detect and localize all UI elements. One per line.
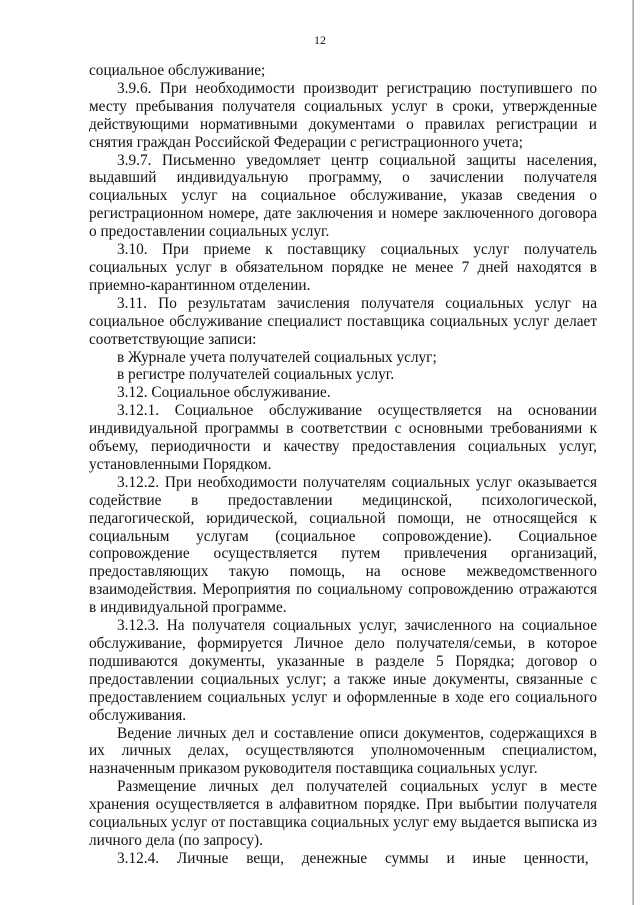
paragraph-3-12-2: 3.12.2. При необходимости получателям социальных услуг оказывается содействие в предоставлении медицинской, психологической, педагогической, юридической, социальной помощи, не относящейся к социальным услугам (социальное сопровождение). Социальное сопровождение осуществляется путем привлечения организаций, предоставляющих такую помощь, на основе межведомственного взаимодействия. Мероприятия по социальному сопровождению отражаются в индивидуальной программе. bbox=[89, 473, 597, 617]
paragraph-3-12-1: 3.12.1. Социальное обслуживание осуществляется на основании индивидуальной программы в соответствии с основными требованиями к объему, периодичности и качеству предоставления социальных услуг, установленными Порядком. bbox=[89, 402, 597, 473]
paragraph-0: социальное обслуживание; bbox=[89, 62, 266, 79]
paragraph-3-12: 3.12. Социальное обслуживание. bbox=[117, 384, 331, 402]
page-number: 12 bbox=[314, 33, 326, 47]
paragraph-personal-files: Ведение личных дел и составление описи документов, содержащихся в их личных делах, осуществляются уполномоченным специалистом, назначенным приказом руководителя поставщика социальных услуг. bbox=[89, 724, 597, 778]
paragraph-3-9-6: 3.9.6. При необходимости производит регистрацию поступившего по месту пребывания получателя социальных услуг в сроки, утвержденные действующими нормативными документами о правилах регистрации и снятия граждан Российской Федерации с регистрационного учета; bbox=[89, 79, 597, 151]
list-item-register: в регистре получателей социальных услуг. bbox=[117, 366, 395, 384]
paragraph-3-9-7: 3.9.7. Письменно уведомляет центр социальной защиты населения, выдавший индивидуальную программу, о зачислении получателя социальных услуг на социальное обслуживание, указав сведения о регистрационном номере, дате заключения и номере заключенного договора о предоставлении социальных услуг. bbox=[89, 151, 597, 241]
list-item-journal: в Журнале учета получателей социальных услуг; bbox=[117, 348, 437, 366]
paragraph-3-12-4: 3.12.4. Личные вещи, денежные суммы и иные ценности, bbox=[117, 849, 589, 867]
paragraph-file-storage: Размещение личных дел получателей социальных услуг в месте хранения осуществляется в алфавитном порядке. При выбытии получателя социальных услуг от поставщика социальных услуг ему выдается выписка из личного дела (по запросу). bbox=[89, 778, 597, 849]
page-edge bbox=[632, 0, 634, 905]
paragraph-3-11: 3.11. По результатам зачисления получателя социальных услуг на социальное обслуживание специалист поставщика социальных услуг делает соответствующие записи: bbox=[89, 294, 597, 348]
document-body bbox=[89, 62, 597, 868]
paragraph-3-12-3: 3.12.3. На получателя социальных услуг, зачисленного на социальное обслуживание, формируется Личное дело получателя/семьи, в которое подшиваются документы, указанные в разделе 5 Порядка; договор о предоставлении социальных услуг; а также иные документы, связанные с предоставлением социальных услуг и оформленные в ходе его социального обслуживания. bbox=[89, 617, 597, 724]
paragraph-3-10: 3.10. При приеме к поставщику социальных услуг получатель социальных услуг в обязательном порядке не менее 7 дней находятся в приемно-карантинном отделении. bbox=[89, 241, 597, 294]
